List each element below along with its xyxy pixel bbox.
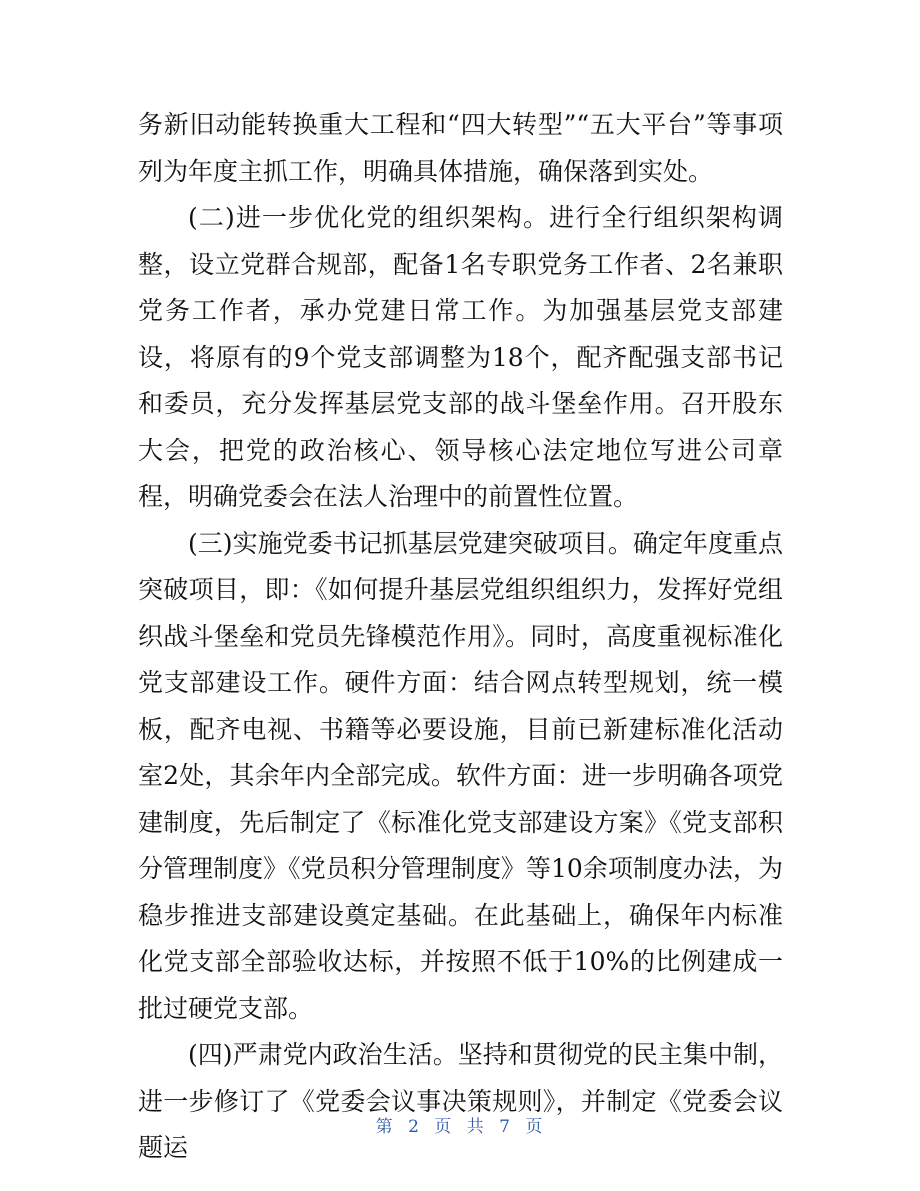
- footer-current-page: 2: [408, 1117, 421, 1137]
- page-number-footer: [0, 1112, 920, 1137]
- footer-prefix: 第: [375, 1117, 395, 1137]
- footer-total-pages: 7: [499, 1117, 512, 1137]
- paragraph-political-life: (四)严肃党内政治生活。坚持和贯彻党的民主集中制，进一步修订了《党委会议事决策规则》，并制定《党委会议题运: [138, 1040, 783, 1162]
- document-body: [138, 102, 783, 1172]
- paragraph-organization-structure: (二)进一步优化党的组织架构。进行全行组织架构调整，设立党群合规部，配备1名专职党务工作者、2名兼职党务工作者，承办党建日常工作。为加强基层党支部建设，将原有的9个党支部调整为18个，配齐配强支部书记和委员，充分发挥基层党支部的战斗堡垒作用。召开股东大会，把党的政治核心、领导核心法定地位写进公司章程，明确党委会在法人治理中的前置性位置。: [138, 203, 783, 511]
- footer-total-word: 共: [466, 1117, 486, 1137]
- footer-page-word: 页: [434, 1117, 454, 1137]
- footer-suffix: 页: [525, 1117, 545, 1137]
- paragraph-continued: 务新旧动能转换重大工程和“四大转型”“五大平台”等事项列为年度主抓工作，明确具体措施，确保落到实处。: [138, 110, 783, 186]
- paragraph-breakthrough-project: (三)实施党委书记抓基层党建突破项目。确定年度重点突破项目，即：《如何提升基层党组织组织力，发挥好党组织战斗堡垒和党员先锋模范作用》。同时，高度重视标准化党支部建设工作。硬件方面：结合网点转型规划，统一模板，配齐电视、书籍等必要设施，目前已新建标准化活动室2处，其余年内全部完成。软件方面：进一步明确各项党建制度，先后制定了《标准化党支部建设方案》《党支部积分管理制度》《党员积分管理制度》等10余项制度办法，为稳步推进支部建设奠定基础。在此基础上，确保年内标准化党支部全部验收达标，并按照不低于10%的比例建成一批过硬党支部。: [138, 528, 783, 1023]
